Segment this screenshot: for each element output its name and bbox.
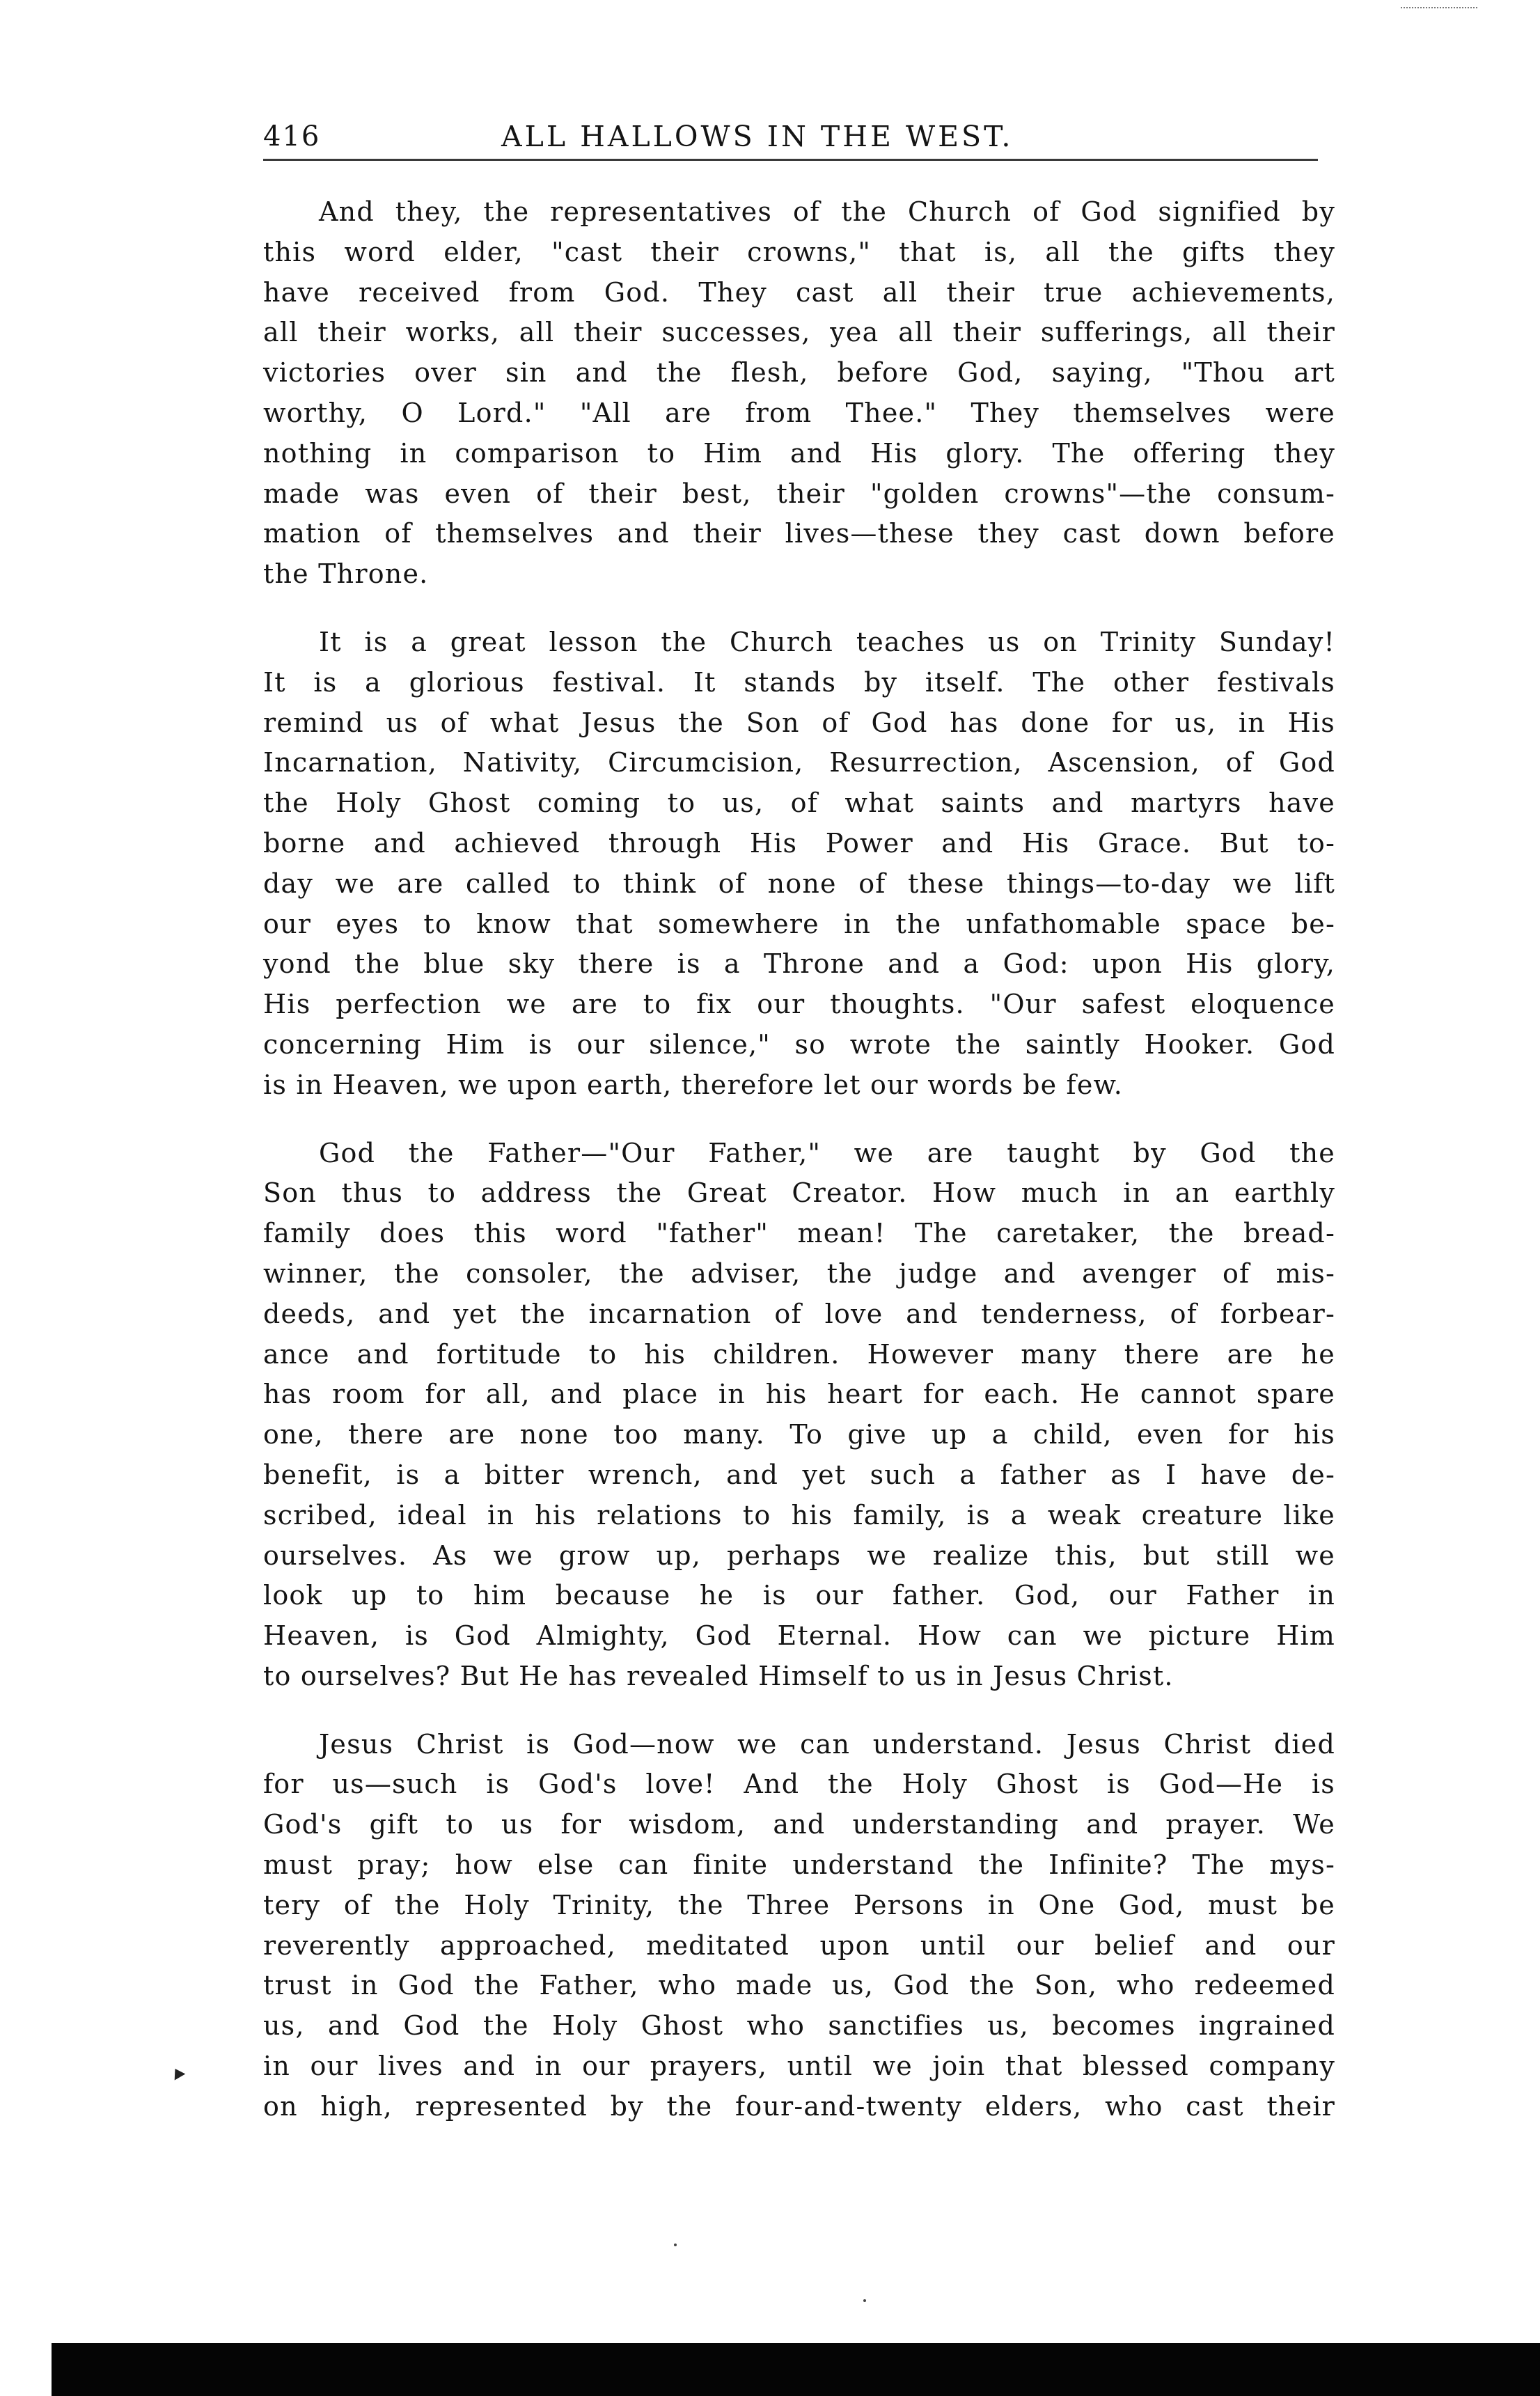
text-line: God's gift to us for wisdom, and understanding and prayer. We xyxy=(263,1809,1335,1840)
ink-speck xyxy=(863,2299,866,2302)
text-line: It is a glorious festival. It stands by itself. The other festivals xyxy=(263,666,1335,698)
text-line: tery of the Holy Trinity, the Three Persons in One God, must be xyxy=(263,1889,1335,1920)
text-line: benefit, is a bitter wrench, and yet such a father as I have de- xyxy=(263,1459,1335,1490)
text-line: family does this word "father" mean! The caretaker, the bread- xyxy=(263,1218,1335,1249)
scan-edge-band xyxy=(52,2343,1540,2396)
text-line: our eyes to know that somewhere in the unfathomable space be- xyxy=(263,908,1335,939)
text-line: this word elder, "cast their crowns," that is, all the gifts they xyxy=(263,236,1335,267)
paragraph-2 xyxy=(263,623,1335,1106)
text-line: ourselves. As we grow up, perhaps we realize this, but still we xyxy=(263,1540,1335,1571)
text-line: borne and achieved through His Power and His Grace. But to- xyxy=(263,827,1335,859)
paragraph-1 xyxy=(263,192,1335,595)
paragraph-3 xyxy=(263,1134,1335,1697)
text-line: yond the blue sky there is a Throne and a God: upon His glory, xyxy=(263,948,1335,980)
text-line: And they, the representatives of the Church of God signified by xyxy=(319,196,1335,227)
text-line: His perfection we are to fix our thoughts. "Our safest eloquence xyxy=(263,989,1335,1020)
text-line: have received from God. They cast all their true achievements, xyxy=(263,276,1335,308)
text-line: victories over sin and the flesh, before God, saying, "Thou art xyxy=(263,357,1335,389)
text-line: Incarnation, Nativity, Circumcision, Resurrection, Ascension, of God xyxy=(263,747,1335,778)
body-text xyxy=(263,192,1335,2155)
ink-speck xyxy=(674,2244,677,2246)
text-line: the Holy Ghost coming to us, of what saints and martyrs have xyxy=(263,788,1335,819)
text-line: has room for all, and place in his heart for each. He cannot spare xyxy=(263,1379,1335,1410)
text-line: must pray; how else can finite understand the Infinite? The mys- xyxy=(263,1849,1335,1881)
paragraph-4 xyxy=(263,1725,1335,2127)
text-line: worthy, O Lord." "All are from Thee." They themselves were xyxy=(263,397,1335,428)
text-line: concerning Him is our silence," so wrote the saintly Hooker. God xyxy=(263,1028,1335,1060)
text-line: for us—such is God's love! And the Holy Ghost is God—He is xyxy=(263,1769,1335,1800)
text-line: It is a great lesson the Church teaches us on Trinity Sunday! xyxy=(319,626,1335,657)
text-line: nothing in comparison to Him and His glory. The offering they xyxy=(263,437,1335,469)
text-line: made was even of their best, their "golden crowns"—the consum- xyxy=(263,478,1335,509)
text-line: winner, the consoler, the adviser, the judge and avenger of mis- xyxy=(263,1258,1335,1289)
text-line: reverently approached, meditated upon until our belief and our xyxy=(263,1929,1335,1961)
text-line: the Throne. xyxy=(263,558,429,590)
header-rule xyxy=(263,159,1318,161)
text-line: remind us of what Jesus the Son of God has done for us, in His xyxy=(263,707,1335,738)
text-line: ance and fortitude to his children. However many there are he xyxy=(263,1338,1335,1370)
text-line: on high, represented by the four-and-twenty elders, who cast their xyxy=(263,2090,1335,2122)
margin-ink-mark xyxy=(170,2065,186,2080)
text-line: Son thus to address the Great Creator. How much in an earthly xyxy=(263,1177,1335,1209)
text-line: us, and God the Holy Ghost who sanctifies us, becomes ingrained xyxy=(263,2010,1335,2042)
text-line: is in Heaven, we upon earth, therefore let our words be few. xyxy=(263,1069,1124,1100)
text-line: one, there are none too many. To give up a child, even for his xyxy=(263,1419,1335,1450)
text-line: look up to him because he is our father. God, our Father in xyxy=(263,1580,1335,1611)
text-line: deeds, and yet the incarnation of love and tenderness, of forbear- xyxy=(263,1298,1335,1329)
page-header xyxy=(263,117,1318,160)
text-line: scribed, ideal in his relations to his family, is a weak creature like xyxy=(263,1499,1335,1530)
text-line: in our lives and in our prayers, until we join that blessed company xyxy=(263,2051,1335,2082)
text-line: day we are called to think of none of these things—to-day we lift xyxy=(263,868,1335,899)
text-line: Jesus Christ is God—now we can understand. Jesus Christ died xyxy=(319,1728,1335,1760)
corner-scan-marks xyxy=(1401,0,1477,8)
text-line: God the Father—"Our Father," we are taught by God the xyxy=(319,1137,1335,1168)
text-line: Heaven, is God Almighty, God Eternal. How can we picture Him xyxy=(263,1620,1335,1652)
text-line: all their works, all their successes, yea all their sufferings, all their xyxy=(263,317,1335,348)
text-line: trust in God the Father, who made us, God the Son, who redeemed xyxy=(263,1970,1335,2001)
text-line: to ourselves? But He has revealed Himself to us in Jesus Christ. xyxy=(263,1660,1174,1691)
text-line: mation of themselves and their lives—these they cast down before xyxy=(263,518,1335,549)
running-title: ALL HALLOWS IN THE WEST. xyxy=(501,120,1014,153)
page-number: 416 xyxy=(263,120,321,152)
